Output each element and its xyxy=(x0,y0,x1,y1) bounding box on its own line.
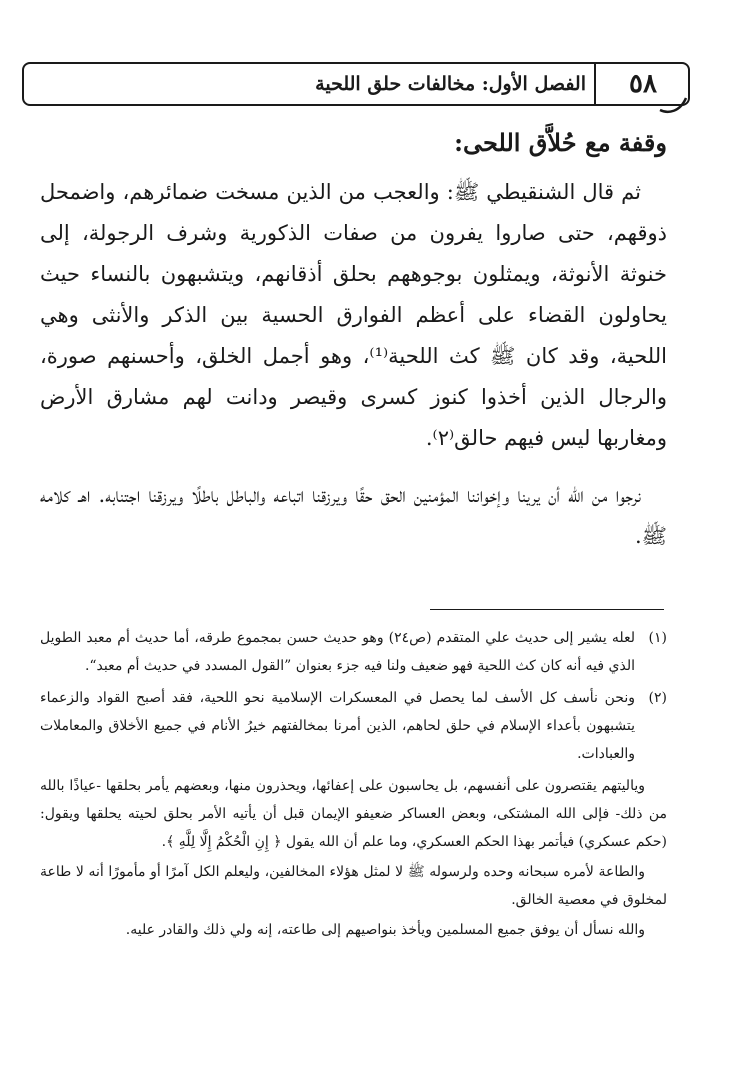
footnotes xyxy=(40,624,667,946)
footnote-text: ونحن نأسف كل الأسف لما يحصل في المعسكرات الإسلامية نحو اللحية، فقد أصبح القواد والزعماء يتشبهون بأعداء الإسلام في حلق لحاهم، الذين أمرنا بمخالفتهم خيرُ الأنام في جميع الأخلاق والمعاملات والعبادات. xyxy=(40,690,635,762)
section-heading: وقفة مع حُلاَّق اللحى: xyxy=(454,128,667,157)
paragraph: نرجوا من الله أن يرينا وإخواننا المؤمنين الحق حقًا ويرزقنا اتباعه والباطل باطلًا ويرزقنا اجتنابه. اهـ كلامه ﷺ. xyxy=(40,483,667,548)
footnote xyxy=(40,624,667,680)
footnote xyxy=(40,684,667,768)
footnote-continuation: وياليتهم يقتصرون على أنفسهم، بل يحاسبون على إعفائها، ويحذرون منها، وبعضهم يأمر بحلقها -عياذًا بالله من ذلك- فإلى الله المشتكى، وبعض العساكر ضعيفو الإيمان قبل أن يأتيه الأمر بحلق لحيته يحلقها ويقول: (حكم عسكري) فيأتمر بهذا الحكم العسكري، وما علم أن الله يقول ﴿ إِنِ الْحُكْمُ إِلَّا لِلَّهِ ﴾. xyxy=(40,778,667,850)
footnote-continuation: والطاعة لأمره سبحانه وحده ولرسوله ﷺ لا لمثل هؤلاء المخالفين، وليعلم الكل آمرًا أو مأمورًا أنه لا طاعة لمخلوق في معصية الخالق. xyxy=(40,864,667,908)
footnote-number: (١) xyxy=(648,630,667,646)
footnote-continuation: والله نسأل أن يوفق جميع المسلمين ويأخذ بنواصيهم إلى طاعته، إنه ولي ذلك والقادر عليه. xyxy=(125,922,645,938)
footnote-number: (٢) xyxy=(648,690,667,706)
footnote-separator xyxy=(430,609,664,610)
footnote-text: لعله يشير إلى حديث علي المتقدم (ص٢٤) وهو حديث حسن بمجموع طرقه، أما حديث أم معبد الطويل الذي فيه أنه كان كث اللحية فهو ضعيف ولنا فيه جزء بعنوان ”القول المسدد في حديث أم معبد“. xyxy=(40,630,635,674)
header-ornament-icon xyxy=(658,96,688,118)
chapter-title: الفصل الأول: مخالفات حلق اللحية xyxy=(315,73,586,95)
page-number: ٥٨ xyxy=(594,62,690,106)
paragraph: ثم قال الشنقيطي ﷺ: والعجب من الذين مسخت ضمائرهم، واضمحل ذوقهم، حتى صاروا يفرون من صفات الذكورية وشرف الرجولة، إلى خنوثة الأنوثة، ويمثلون بوجوههم بحلق أذقانهم، ويتشبهون بالنساء حيث يحاولون القضاء على أعظم الفوارق الحسية بين الذكر والأنثى وهي اللحية، وقد كان ﷺ كث اللحية⁽¹⁾، وهو أجمل الخلق، وأحسنهم صورة، والرجال الذين أخذوا كنوز كسرى وقيصر ودانت لهم مشارق الأرض ومغاربها ليس فيهم حالق⁽٢⁾. xyxy=(40,180,667,450)
main-text xyxy=(40,172,667,557)
page-header xyxy=(22,62,690,106)
